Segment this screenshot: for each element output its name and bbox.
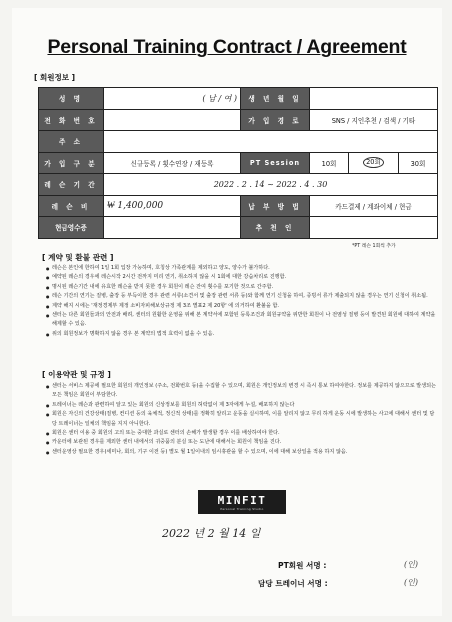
address-value <box>104 131 438 153</box>
period-value: 2022 . 2 . 14 ~ 2022 . 4 . 30 <box>104 174 438 196</box>
session-label: PT Session <box>241 152 310 174</box>
contract-date: 2022 년 2 월 14 일 <box>162 527 261 540</box>
list-item: ● 레슨은 본인에 한하여 1일 1회 입장 가능하며, 호칭상 가족관계를 제외하고 양도, 양수가 불가하다. <box>46 264 438 273</box>
receipt-label: 현금영수증 <box>39 217 104 239</box>
list-item: ● 센터는 서비스 제공에 필요한 회원의 개인정보 (주소, 전화번호 등)을 수집할 수 있으며, 회원은 개인정보의 변경 시 즉시 통보 하여야한다. 정보를 제공하지 않으므로 발생되는 모든 책임은 회원이 부담한다. <box>46 382 438 401</box>
refund-rules-list <box>46 264 438 339</box>
referrer-label: 추 천 인 <box>241 217 310 239</box>
list-item: ● 트레이너는 레슨과 관련하여 알고 있는 회원의 신상정보를 회원의 허락없이 제 3자에게 누설, 배포하지 않는다 <box>46 401 438 410</box>
member-info-heading: [ 회원정보 ] <box>34 73 76 82</box>
member-info-table <box>38 87 438 239</box>
lesson-note: *PT 레슨 1회씩 추가 <box>352 244 396 249</box>
minfit-logo: MINFIT Personal Training Studio <box>198 490 286 514</box>
list-item: ● 회원은 자신의 건강상태(질병, 컨디션 등의 육체적, 정신적 상태)를 정확히 알리고 운동을 실시하며, 이를 알리지 않고 무리 하게 운동 시에 발생하는 사고에 대해서 센터 및 담당 트레이너는 일체의 책임을 지지 아니한다. <box>46 410 438 429</box>
type-value: 신규등록 / 횟수연장 / 재등록 <box>104 152 241 174</box>
list-item: ● 계약 해지 시에는 '재정경제부 제정 소비자피해보상규정 제 3조 별표2 제 20항' 에 의거하여 환불을 함. <box>46 302 438 311</box>
list-item: ● 카운터에 보관된 경우를 제외한 센터 내에서의 귀중품의 분실 또는 도난에 대해서는 회원이 책임을 진다. <box>46 438 438 447</box>
terms-rules-list <box>46 382 438 457</box>
terms-heading: [ 이용약관 및 규정 ] <box>42 370 111 379</box>
type-label: 가 입 구 분 <box>39 152 104 174</box>
receipt-value <box>104 217 241 239</box>
trainer-sign-mark: (인) <box>404 578 418 587</box>
payment-value: 카드결제 / 계좌이체 / 현금 <box>310 195 438 217</box>
birth-label: 생 년 월 일 <box>241 88 310 110</box>
phone-value <box>104 109 241 131</box>
list-item: ● 명시된 레슨기간 내에 유효한 레슨을 받지 못한 경우 회원이 레슨 잔여 횟수를 포기한 것으로 간주함. <box>46 283 438 292</box>
name-label: 성 명 <box>39 88 104 110</box>
payment-label: 납 부 방 법 <box>241 195 310 217</box>
join-route-label: 가 입 경 로 <box>241 109 310 131</box>
session-20: 20회 <box>349 152 399 174</box>
pt-sign-label: PT회원 서명 : <box>278 561 327 570</box>
list-item: ● 센터는 다른 회원들과의 안전과 배려, 센터의 원활한 운영을 위해 본 계약서에 포함된 등록조건과 회원규약을 위반한 회원이 나 전염성 질병 등이 발견된 회원에 대하여 계약을 해제할 수 있음. <box>46 311 438 330</box>
trainer-sign-label: 담당 트레이너 서명 : <box>258 579 328 588</box>
period-label: 레 슨 기 간 <box>39 174 104 196</box>
pt-sign-mark: (인) <box>404 560 418 569</box>
fee-label: 레 슨 비 <box>39 195 104 217</box>
phone-label: 전 화 번 호 <box>39 109 104 131</box>
referrer-value <box>310 217 438 239</box>
session-10: 10회 <box>310 152 349 174</box>
list-item: ● 레슨 기간의 연기는 질병, 출장 등 부득이한 경우 관련 서류(소견서 및 출장 관련 서류 등)와 함께 연기 신청을 하여, 증빙서 류가 제출되지 않을 경우는 연기 신청이 취소됨. <box>46 292 438 301</box>
address-label: 주 소 <box>39 131 104 153</box>
refund-heading: [ 계약 및 환불 관련 ] <box>42 253 114 262</box>
list-item: ● 회원은 센터 이용 중 회원의 고의 또는 중대한 과실로 센터의 손해가 발생할 경우 이를 배상하여야 한다. <box>46 429 438 438</box>
list-item: ● 센터운영상 필요한 경우(세미나, 회의, 기구 이전 등) 별도 월 1일이내의 임시휴관을 할 수 있으며, 이에 대해 보상일을 적용 하지 않음. <box>46 448 438 457</box>
contract-page <box>12 8 442 616</box>
join-route-value: SNS / 지인추천 / 검색 / 기타 <box>310 109 438 131</box>
session-30: 30회 <box>398 152 437 174</box>
list-item: ● 예약된 레슨의 경우에 레슨시작 2시간 전까지 미리 연기, 취소하지 않을 시 1회에 대한 강습차리로 진행함. <box>46 273 438 282</box>
fee-value: ₩ 1,400,000 <box>104 195 241 217</box>
gender-value: ( 남 / 여 ) <box>104 88 241 110</box>
birth-value <box>310 88 438 110</box>
page-title: Personal Training Contract / Agreement <box>47 36 407 58</box>
list-item: ● 위의 회원정보가 명확하지 않을 경우 본 계약의 법적 효력이 없을 수 있음. <box>46 330 438 339</box>
